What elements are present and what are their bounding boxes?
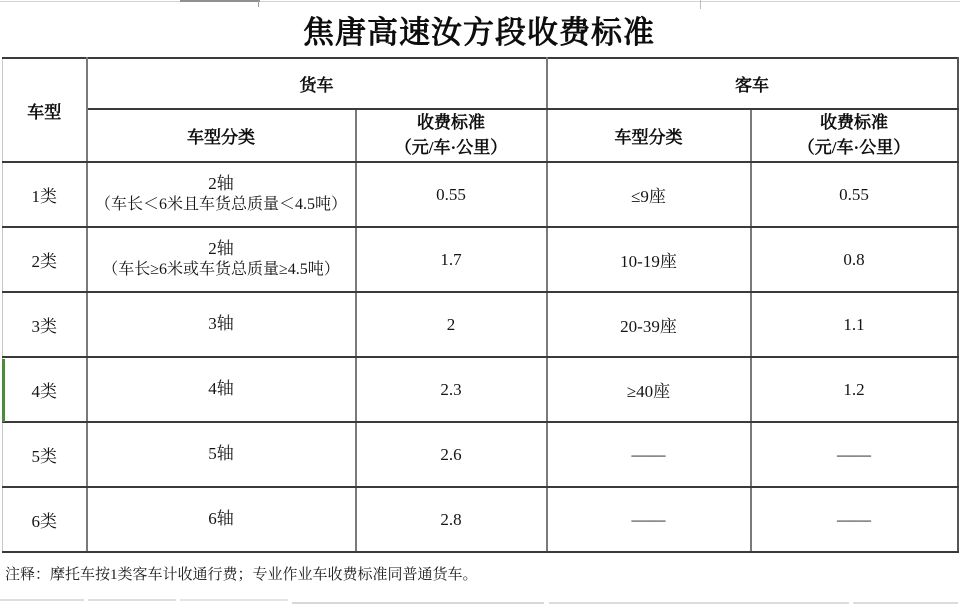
table-row-class2 xyxy=(3,227,958,292)
bus-fee-cell: 0.55 xyxy=(751,162,958,227)
truck-fee-cell: 2.8 xyxy=(356,487,547,552)
bus-class-cell: ≥40座 xyxy=(547,357,751,422)
bottom-artifact-line xyxy=(292,602,544,604)
fee-header-line1: 收费标准 xyxy=(820,112,888,132)
bus-fee-cell: —— xyxy=(751,487,958,552)
table-row-class4 xyxy=(3,357,958,422)
row-class-label: 6类 xyxy=(3,487,87,552)
fee-header-line2: （元/车·公里） xyxy=(797,137,911,157)
bus-class-cell: ≤9座 xyxy=(547,162,751,227)
truck-class-main: 6轴 xyxy=(208,509,234,529)
truck-class-detail: （车长＜6米且车货总质量＜4.5吨） xyxy=(94,196,347,214)
bus-fee-cell: —— xyxy=(751,422,958,487)
header-sub-row xyxy=(3,109,958,162)
truck-class-main: 5轴 xyxy=(208,444,234,464)
row-class-label: 3类 xyxy=(3,292,87,357)
truck-class-main: 2轴 xyxy=(208,239,234,259)
row-class-label: 5类 xyxy=(3,422,87,487)
header-truck-group: 货车 xyxy=(87,58,547,109)
table-row-class1 xyxy=(3,162,958,227)
table-row-class5 xyxy=(3,422,958,487)
page-title: 焦唐高速汝方段收费标准 xyxy=(303,14,655,50)
truck-fee-cell: 2 xyxy=(356,292,547,357)
bottom-artifact-line xyxy=(853,602,958,604)
row-class-label: 2类 xyxy=(3,227,87,292)
bottom-artifact-line xyxy=(0,599,84,601)
truck-class-cell xyxy=(87,227,356,292)
bottom-artifact-line xyxy=(180,599,288,601)
truck-class-cell xyxy=(87,422,356,487)
truck-fee-cell: 1.7 xyxy=(356,227,547,292)
truck-class-cell xyxy=(87,162,356,227)
truck-class-cell xyxy=(87,357,356,422)
header-truck-fee xyxy=(356,109,547,162)
toll-rate-table xyxy=(2,57,959,553)
truck-fee-cell: 0.55 xyxy=(356,162,547,227)
truck-class-cell xyxy=(87,292,356,357)
header-truck-class: 车型分类 xyxy=(87,109,356,162)
header-bus-fee xyxy=(751,109,958,162)
row4-green-selection-edge xyxy=(2,359,5,422)
bus-fee-cell: 1.2 xyxy=(751,357,958,422)
header-vehicle-type: 车型 xyxy=(3,58,87,162)
truck-class-detail: （车长≥6米或车货总质量≥4.5吨） xyxy=(102,261,340,279)
bus-class-cell: —— xyxy=(547,487,751,552)
bus-class-cell: 10-19座 xyxy=(547,227,751,292)
bottom-artifact-line xyxy=(88,599,176,601)
header-group-row xyxy=(3,58,958,109)
truck-fee-cell: 2.3 xyxy=(356,357,547,422)
truck-class-main: 4轴 xyxy=(208,379,234,399)
fee-header-line1: 收费标准 xyxy=(417,112,485,132)
table-row-class6 xyxy=(3,487,958,552)
footnote: 注释：摩托车按1类客车计收通行费；专业作业车收费标准同普通货车。 xyxy=(5,566,478,583)
bus-class-cell: —— xyxy=(547,422,751,487)
truck-class-cell xyxy=(87,487,356,552)
bus-class-cell: 20-39座 xyxy=(547,292,751,357)
row-class-label: 1类 xyxy=(3,162,87,227)
bus-fee-cell: 0.8 xyxy=(751,227,958,292)
fee-header-line2: （元/车·公里） xyxy=(394,137,508,157)
bottom-artifact-line xyxy=(549,602,849,604)
header-bus-group: 客车 xyxy=(547,58,958,109)
row-class-label: 4类 xyxy=(3,357,87,422)
bus-fee-cell: 1.1 xyxy=(751,292,958,357)
truck-fee-cell: 2.6 xyxy=(356,422,547,487)
table-row-class3 xyxy=(3,292,958,357)
truck-class-main: 3轴 xyxy=(208,314,234,334)
truck-class-main: 2轴 xyxy=(208,174,234,194)
header-bus-class: 车型分类 xyxy=(547,109,751,162)
